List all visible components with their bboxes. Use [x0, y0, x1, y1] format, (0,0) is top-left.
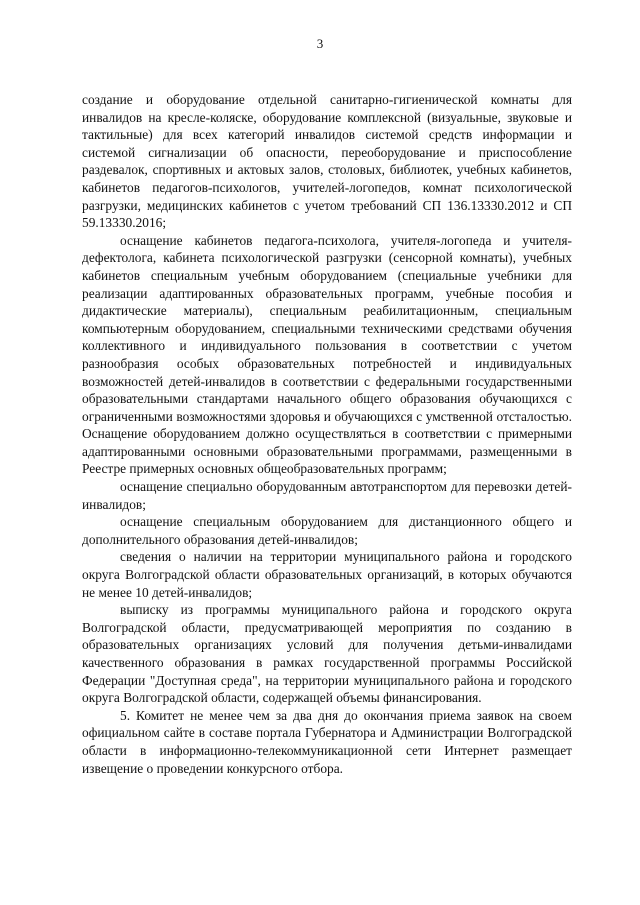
paragraph-remote-education: оснащение специальным оборудованием для дистанционного общего и дополнительного образования детей-инвалидов;	[82, 514, 572, 547]
paragraph-program-extract: выписку из программы муниципального района и городского округа Волгоградской области, предусматривающей мероприятия по созданию в образовательных организациях условий для получения детьми-инвалидами качественного образования в рамках государственной программы Российской Федерации "Доступная среда", на территории муниципального района и городского округа Волгоградской области, содержащей объемы финансирования.	[82, 602, 572, 706]
paragraph-vehicles: оснащение специально оборудованным автотранспортом для перевозки детей-инвалидов;	[82, 479, 572, 512]
paragraph-committee-notice: 5. Комитет не менее чем за два дня до окончания приема заявок на своем официальном сайте в составе портала Губернатора и Администрации Волгоградской области в информационно-телекоммуникационной сети Интернет размещает извещение о проведении конкурсного отбора.	[82, 707, 572, 776]
page-number: 3	[316, 36, 324, 51]
paragraph-organizations-info: сведения о наличии на территории муниципального района и городского округа Волгоградской области образовательных организаций, в которых обучаются не менее 10 детей-инвалидов;	[82, 549, 572, 600]
paragraph-sanitary-room: создание и оборудование отдельной санитарно-гигиенической комнаты для инвалидов на кресле-коляске, оборудование комплексной (визуальные, звуковые и тактильные) для всех категорий инвалидов системой средств информации и системой сигнализации об опасности, переоборудование и приспособление раздевалок, спортивных и актовых залов, столовых, библиотек, учебных кабинетов, кабинетов педагогов-психологов, учителей-логопедов, комнат психологической разгрузки, медицинских кабинетов с учетом требований СП 136.13330.2012 и СП 59.13330.2016;	[82, 92, 572, 231]
paragraph-equipment-cabinets: оснащение кабинетов педагога-психолога, учителя-логопеда и учителя-дефектолога, кабинета психологической разгрузки (сенсорной комнаты), учебных кабинетов специальным учебным оборудованием (специальные учебники для реализации адаптированных образовательных программ, учебные пособия и дидактические материалы), специальным реабилитационным, специальным компьютерным оборудованием, специальными техническими средствами обучения коллективного и индивидуального пользования в соответствии с учетом разнообразия особых образовательных потребностей и индивидуальных возможностей детей-инвалидов в соответствии с федеральными государственными образовательными стандартами начального общего образования обучающихся с ограниченными возможностями здоровья и обучающихся с умственной отсталостью. Оснащение оборудованием должно осуществляться в соответствии с примерными адаптированными основными образовательными программами, размещенными в Реестре примерных основных общеобразовательных программ;	[82, 232, 572, 477]
document-body	[82, 91, 572, 777]
